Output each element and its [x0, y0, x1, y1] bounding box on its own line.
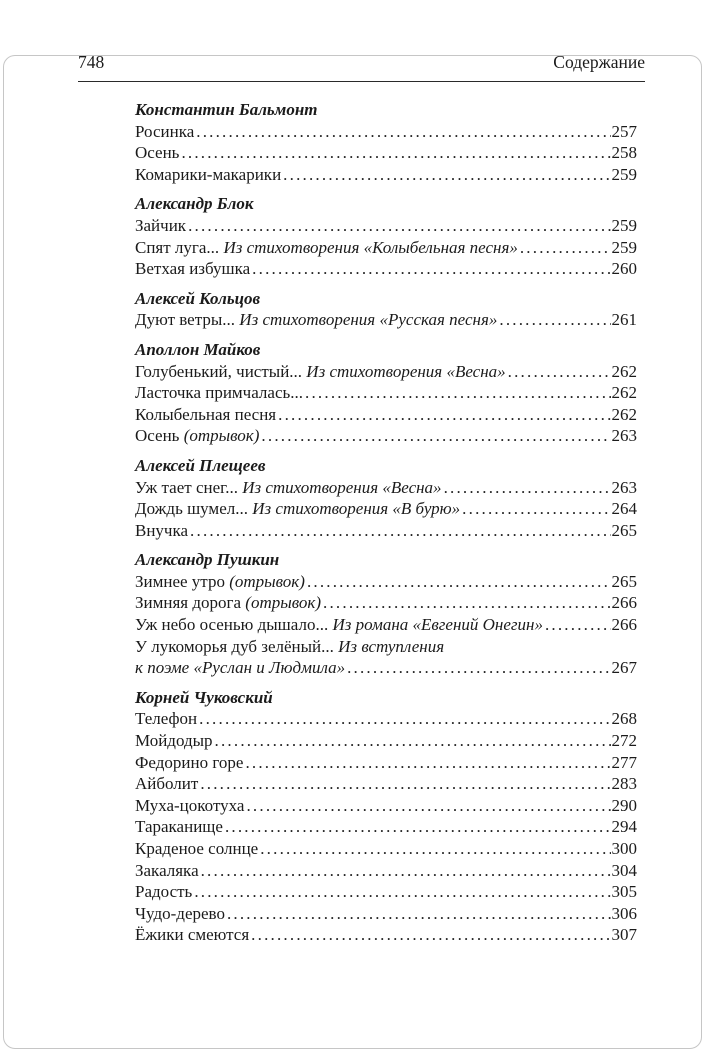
- entry-annotation: Из стихотворения «Русская песня»: [239, 310, 498, 330]
- author-name: Алексей Плещеев: [135, 455, 266, 475]
- toc-entry: [135, 924, 637, 946]
- entry-page: 263: [611, 426, 637, 446]
- toc-entry: [135, 361, 637, 383]
- toc-entry: [135, 881, 637, 903]
- toc-entry: [135, 571, 637, 593]
- entry-title: Росинка: [135, 121, 195, 141]
- dot-leader: [261, 425, 610, 447]
- toc-entry: [135, 309, 637, 331]
- entry-page: 259: [611, 237, 637, 257]
- toc-entry: [135, 903, 637, 925]
- entry-title: Колыбельная песня: [135, 404, 277, 424]
- entry-page: 290: [611, 795, 637, 815]
- table-of-contents: [135, 99, 637, 946]
- page-number: 748: [78, 52, 105, 72]
- toc-entry: [135, 795, 637, 817]
- toc-entry: [135, 164, 637, 186]
- entry-page: 294: [611, 817, 637, 837]
- toc-entry: [135, 614, 637, 636]
- dot-leader: [499, 309, 610, 331]
- entry-title: Дождь шумел... Из стихотворения «В бурю»: [135, 499, 461, 519]
- entry-annotation: Из романа «Евгений Онегин»: [332, 615, 543, 635]
- author-name: Александр Блок: [135, 194, 254, 214]
- toc-entry: [135, 498, 637, 520]
- entry-page: 306: [611, 903, 637, 923]
- entry-page: 262: [611, 361, 637, 381]
- entry-page: 260: [611, 259, 637, 279]
- toc-section: [135, 99, 637, 185]
- entry-annotation: Из стихотворения «Колыбельная песня»: [223, 237, 518, 257]
- entry-page: 283: [611, 774, 637, 794]
- entry-page: 307: [611, 925, 637, 945]
- dot-leader: [181, 142, 610, 164]
- toc-entry: [135, 730, 637, 752]
- dot-leader: [251, 924, 610, 946]
- entry-title: Ласточка примчалась...: [135, 383, 304, 403]
- page-header: [78, 52, 645, 73]
- entry-page: 300: [611, 839, 637, 858]
- toc-entry: [135, 520, 637, 542]
- entry-page: 257: [611, 121, 637, 141]
- entry-title: Тараканище: [135, 817, 223, 837]
- toc-body: [135, 99, 637, 946]
- toc-entry: [135, 404, 637, 426]
- dot-leader: [188, 215, 610, 237]
- entry-page: 261: [611, 310, 637, 330]
- entry-page: 267: [611, 658, 637, 678]
- author-name: Корней Чуковский: [135, 687, 273, 707]
- entry-page: 272: [611, 731, 637, 751]
- running-title: Содержание: [553, 52, 645, 72]
- entry-page: 264: [611, 499, 637, 519]
- dot-leader: [307, 571, 611, 593]
- entry-title: Ёжики смеются: [135, 925, 250, 945]
- toc-entry: [135, 860, 637, 882]
- dot-leader: [201, 860, 611, 882]
- header-rule: [78, 81, 645, 82]
- dot-leader: [260, 838, 610, 860]
- entry-title: Спят луга... Из стихотворения «Колыбельная песня»: [135, 237, 518, 257]
- entry-title: Муха-цокотуха: [135, 795, 245, 815]
- entry-page: 305: [611, 882, 637, 902]
- dot-leader: [215, 730, 611, 752]
- toc-section: [135, 549, 637, 679]
- toc-entry: [135, 425, 637, 447]
- entry-title: Чудо-дерево: [135, 903, 225, 923]
- entry-annotation: (отрывок): [229, 571, 305, 591]
- toc-entry: [135, 816, 637, 838]
- toc-entry: [135, 838, 637, 860]
- dot-leader: [323, 592, 610, 614]
- entry-title: Федорино горе: [135, 752, 244, 772]
- entry-title: Голубенький, чистый... Из стихотворения «Весна»: [135, 361, 506, 381]
- dot-leader: [245, 752, 610, 774]
- toc-entry: [135, 382, 637, 404]
- entry-page: 266: [611, 593, 637, 613]
- toc-entry: [135, 773, 637, 795]
- entry-title: Дуют ветры... Из стихотворения «Русская песня»: [135, 310, 498, 330]
- entry-page: 258: [611, 143, 637, 163]
- entry-title: Айболит: [135, 774, 199, 794]
- entry-annotation: Из стихотворения «Весна»: [306, 361, 506, 381]
- entry-title: Краденое солнце: [135, 839, 259, 858]
- author-name: Аполлон Майков: [135, 339, 261, 359]
- entry-title: Уж тает снег... Из стихотворения «Весна»: [135, 477, 442, 497]
- dot-leader: [508, 361, 611, 383]
- entry-page: 262: [611, 404, 637, 424]
- toc-entry: [135, 142, 637, 164]
- entry-title: Мойдодыр: [135, 731, 213, 751]
- entry-title: Закаляка: [135, 860, 199, 880]
- dot-leader: [194, 881, 610, 903]
- entry-page: 265: [611, 571, 637, 591]
- entry-title: Зимняя дорога (отрывок): [135, 593, 322, 613]
- toc-entry: [135, 215, 637, 237]
- toc-section: [135, 339, 637, 447]
- toc-entry: [135, 477, 637, 499]
- toc-section: [135, 193, 637, 279]
- entry-title: Ветхая избушка: [135, 259, 251, 279]
- entry-title: Радость: [135, 882, 193, 902]
- entry-annotation: (отрывок): [183, 426, 260, 446]
- toc-section: [135, 455, 637, 541]
- toc-entry: [135, 237, 637, 259]
- entry-page: 259: [611, 164, 637, 184]
- entry-title: Внучка: [135, 520, 189, 540]
- toc-section: [135, 687, 637, 946]
- dot-leader: [227, 903, 611, 925]
- entry-page: 259: [611, 215, 637, 235]
- entry-title: Комарики-макарики: [135, 164, 282, 184]
- entry-title: Зимнее утро (отрывок): [135, 571, 305, 591]
- dot-leader: [520, 237, 611, 259]
- entry-title: Зайчик: [135, 215, 187, 235]
- entry-page: 268: [611, 709, 637, 729]
- entry-annotation: к поэме «Руслан и Людмила»: [135, 658, 346, 678]
- dot-leader: [444, 477, 611, 499]
- dot-leader: [190, 520, 610, 542]
- toc-entry: [135, 708, 637, 730]
- author-name: Алексей Кольцов: [135, 288, 261, 308]
- dot-leader: [462, 498, 610, 520]
- toc-section: [135, 288, 637, 331]
- entry-page: 263: [611, 477, 637, 497]
- entry-page: 304: [611, 860, 637, 880]
- entry-title: Осень: [135, 143, 180, 163]
- entry-title: Осень (отрывок): [135, 426, 260, 446]
- entry-title-continued: [135, 657, 345, 679]
- dot-leader: [545, 614, 611, 636]
- dot-leader: [196, 121, 610, 143]
- toc-entry: [135, 752, 637, 774]
- toc-entry: [135, 592, 637, 614]
- toc-entry: [135, 657, 637, 679]
- entry-page: 266: [611, 615, 637, 635]
- dot-leader: [278, 404, 610, 426]
- entry-page: 265: [611, 520, 637, 540]
- dot-leader: [246, 795, 610, 817]
- entry-title: Уж небо осенью дышало... Из романа «Евгений Онегин»: [135, 615, 543, 635]
- entry-annotation: Из стихотворения «Весна»: [242, 477, 442, 497]
- toc-entry: [135, 258, 637, 280]
- dot-leader: [199, 708, 610, 730]
- entry-page: 277: [611, 752, 637, 772]
- entry-annotation: Из вступления: [338, 636, 445, 656]
- entry-annotation: Из стихотворения «В бурю»: [252, 499, 461, 519]
- dot-leader: [347, 657, 610, 679]
- entry-title: У лукоморья дуб зелёный...: [135, 636, 334, 656]
- dot-leader: [305, 382, 610, 404]
- toc-entry-first-line: [135, 636, 637, 658]
- dot-leader: [200, 773, 610, 795]
- entry-page: 262: [611, 383, 637, 403]
- toc-entry: [135, 121, 637, 143]
- dot-leader: [225, 816, 611, 838]
- dot-leader: [252, 258, 610, 280]
- dot-leader: [283, 164, 610, 186]
- entry-title: Телефон: [135, 709, 198, 729]
- author-name: Константин Бальмонт: [135, 100, 318, 119]
- entry-annotation: (отрывок): [245, 593, 322, 613]
- author-name: Александр Пушкин: [135, 550, 280, 570]
